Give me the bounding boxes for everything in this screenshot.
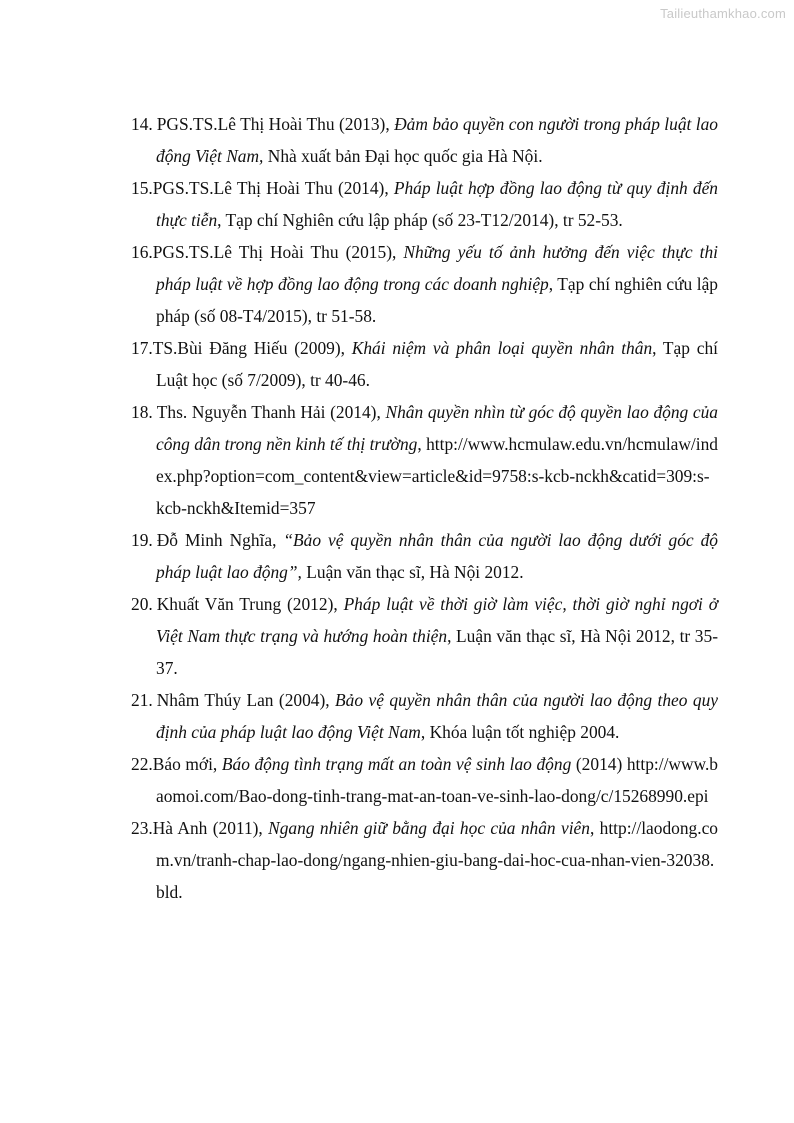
reference-item (131, 684, 718, 748)
reference-number: 22. (131, 754, 153, 774)
watermark: Tailieuthamkhao.com (660, 6, 786, 21)
reference-number: 19. (131, 530, 153, 550)
reference-title: Ngang nhiên giữ bằng đại học của nhân viên (268, 818, 590, 838)
reference-title: Bảo vệ quyền nhân thân của người lao động theo quy định của pháp luật lao động Việt Nam (156, 690, 718, 742)
reference-author: Đỗ Minh Nghĩa, (156, 530, 284, 550)
reference-item (131, 588, 718, 684)
reference-source: , http://www.hcmulaw.edu.vn/hcmulaw/index.php?option=com_content&view=article&id=9758:s-kcb-nckh&catid=309:s-kcb-nckh&Itemid=357 (156, 434, 718, 518)
reference-number: 18. (131, 402, 153, 422)
reference-author: Khuất Văn Trung (2012), (156, 594, 344, 614)
reference-number: 21. (131, 690, 153, 710)
reference-title: Pháp luật về thời giờ làm việc, thời giờ nghỉ ngơi ở Việt Nam thực trạng và hướng hoàn thiện (156, 594, 719, 646)
reference-source: , Tạp chí nghiên cứu lập pháp (số 08-T4/2015), tr 51-58. (156, 274, 718, 326)
reference-source: , http://laodong.com.vn/tranh-chap-lao-dong/ngang-nhien-giu-bang-dai-hoc-cua-nhan-vien-32038.bld. (156, 818, 718, 902)
reference-source: Nhà xuất bản Đại học quốc gia Hà Nội. (263, 146, 543, 166)
reference-author: Nhâm Thúy Lan (2004), (156, 690, 336, 710)
reference-author: PGS.TS.Lê Thị Hoài Thu (2013), (156, 114, 395, 134)
reference-number: 15. (131, 178, 153, 198)
reference-source: (2014) http://www.baomoi.com/Bao-dong-tinh-trang-mat-an-toan-ve-sinh-lao-dong/c/15268990.epi (156, 754, 718, 806)
reference-title: Báo động tình trạng mất an toàn vệ sinh lao động (221, 754, 572, 774)
reference-title: Pháp luật hợp đồng lao động từ quy định đến thực tiễn (156, 178, 718, 230)
reference-author: TS.Bùi Đăng Hiếu (2009), (152, 338, 352, 358)
reference-item (131, 524, 718, 588)
reference-source: Luận văn thạc sĩ, Hà Nội 2012. (301, 562, 524, 582)
reference-number: 17. (131, 338, 153, 358)
reference-item (131, 396, 718, 524)
reference-number: 14. (131, 114, 153, 134)
reference-author: PGS.TS.Lê Thị Hoài Thu (2014), (152, 178, 394, 198)
reference-title: Đảm bảo quyền con người trong pháp luật lao động Việt Nam, (156, 114, 718, 166)
reference-author: Báo mới, (152, 754, 222, 774)
reference-item (131, 332, 718, 396)
reference-title: Khái niệm và phân loại quyền nhân thân (351, 338, 653, 358)
reference-title: Những yếu tố ảnh hưởng đến việc thực thi pháp luật về hợp đồng lao động trong các doanh nghiệp (156, 242, 718, 294)
reference-author: Ths. Nguyễn Thanh Hải (2014), (156, 402, 386, 422)
reference-number: 23. (131, 818, 153, 838)
reference-author: Hà Anh (2011), (152, 818, 269, 838)
reference-title: Nhân quyền nhìn từ góc độ quyền lao động của công dân trong nền kinh tế thị trường (156, 402, 718, 454)
reference-number: 16. (131, 242, 153, 262)
reference-title: “Bảo vệ quyền nhân thân của người lao động dưới góc độ pháp luật lao động”, (156, 530, 718, 582)
reference-source: , Luận văn thạc sĩ, Hà Nội 2012, tr 35-37. (156, 626, 718, 678)
reference-author: PGS.TS.Lê Thị Hoài Thu (2015), (152, 242, 404, 262)
reference-item (131, 812, 718, 908)
reference-item (131, 236, 718, 332)
reference-item (131, 172, 718, 236)
reference-item (131, 748, 718, 812)
reference-number: 20. (131, 594, 153, 614)
reference-source: , Khóa luận tốt nghiệp 2004. (420, 722, 620, 742)
reference-source: , Tạp chí Luật học (số 7/2009), tr 40-46. (156, 338, 718, 390)
reference-item (131, 108, 718, 172)
reference-source: , Tạp chí Nghiên cứu lập pháp (số 23-T12/2014), tr 52-53. (217, 210, 623, 230)
reference-list (131, 108, 718, 908)
